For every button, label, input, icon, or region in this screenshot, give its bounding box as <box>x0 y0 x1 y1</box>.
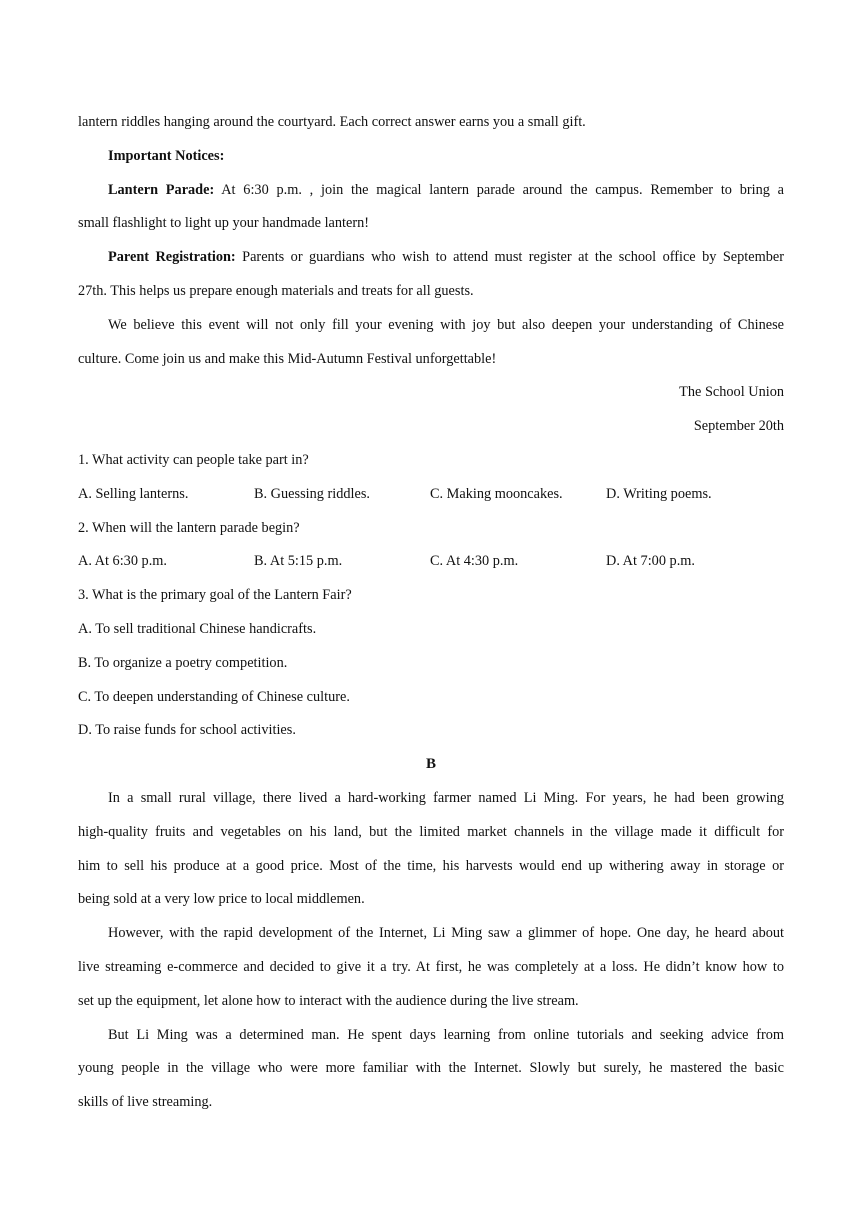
option-a: A. At 6:30 p.m. <box>78 553 167 570</box>
section-b-p1-line: In a small rural village, there lived a hard-working farmer named Li Ming. For years, he had been growing <box>108 789 784 806</box>
section-b-p3-line: skills of live streaming. <box>78 1094 213 1111</box>
section-b-p1-line: being sold at a very low price to local middlemen. <box>78 891 365 908</box>
section-b-p2-line: However, with the rapid development of the Internet, Li Ming saw a glimmer of hope. One day, he heard about <box>108 925 784 942</box>
option-a: A. To sell traditional Chinese handicrafts. <box>78 620 317 637</box>
notices-heading: Important Notices: <box>108 147 225 164</box>
registration-notice-line-1: Parent Registration: Parents or guardians who wish to attend must register at the school office by September <box>108 249 784 266</box>
intro-tail-line: lantern riddles hanging around the courtyard. Each correct answer earns you a small gift. <box>78 114 586 130</box>
question-2-options <box>78 549 784 583</box>
registration-label: Parent Registration: <box>108 249 236 266</box>
section-b-heading: B <box>425 756 436 773</box>
option-d: D. Writing poems. <box>606 485 712 502</box>
closing-line-2: culture. Come join us and make this Mid-Autumn Festival unforgettable! <box>78 350 497 367</box>
section-b-p3-line: But Li Ming was a determined man. He spent days learning from online tutorials and seeking advice from <box>108 1026 784 1043</box>
question-3-stem: 3. What is the primary goal of the Lantern Fair? <box>78 587 352 604</box>
signature-date: September 20th <box>693 418 784 435</box>
section-b-p1-line: high-quality fruits and vegetables on his land, but the limited market channels in the village made it difficult for <box>78 823 784 840</box>
option-b: B. To organize a poetry competition. <box>78 654 288 671</box>
parade-notice-line-1: Lantern Parade: At 6:30 p.m. , join the magical lantern parade around the campus. Remember to bring a <box>108 181 784 198</box>
page-content <box>78 110 784 1124</box>
section-b-p2-line: set up the equipment, let alone how to interact with the audience during the live stream. <box>78 992 579 1009</box>
closing-line-1: We believe this event will not only fill your evening with joy but also deepen your understanding of Chinese <box>108 316 784 333</box>
question-1-stem: 1. What activity can people take part in? <box>78 451 309 468</box>
option-a: A. Selling lanterns. <box>78 485 189 502</box>
section-b-p3-line: young people in the village who were more familiar with the Internet. Slowly but surely, he mastered the basic <box>78 1060 784 1077</box>
option-c: C. Making mooncakes. <box>430 485 563 502</box>
section-b-p1-line: him to sell his produce at a good price. Most of the time, his harvests would end up withering away in storage or <box>78 857 784 874</box>
parade-notice-line-2: small flashlight to light up your handmade lantern! <box>78 215 370 232</box>
parade-label: Lantern Parade: <box>108 181 215 198</box>
registration-notice-line-2: 27th. This helps us prepare enough materials and treats for all guests. <box>78 282 474 299</box>
option-b: B. At 5:15 p.m. <box>254 553 343 570</box>
question-1-options <box>78 482 784 516</box>
question-2-stem: 2. When will the lantern parade begin? <box>78 519 300 536</box>
option-c: C. To deepen understanding of Chinese culture. <box>78 688 350 705</box>
signature-org: The School Union <box>679 384 784 401</box>
option-d: D. To raise funds for school activities. <box>78 722 296 739</box>
section-b-p2-line: live streaming e-commerce and decided to give it a try. At first, he was completely at a loss. He didn’t know how to <box>78 958 784 975</box>
option-d: D. At 7:00 p.m. <box>606 553 695 570</box>
option-c: C. At 4:30 p.m. <box>430 553 519 570</box>
option-b: B. Guessing riddles. <box>254 485 370 502</box>
